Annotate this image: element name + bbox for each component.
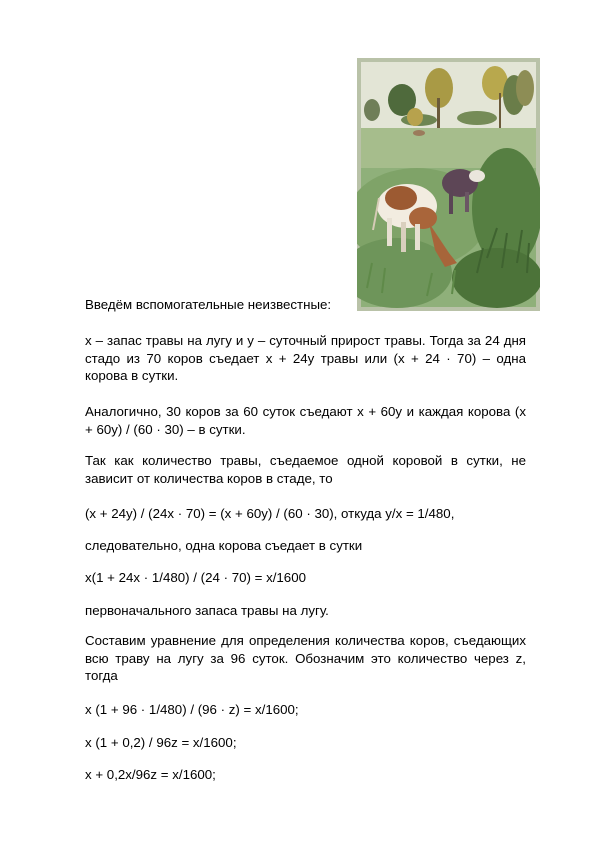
initial-supply-text: первоначального запаса травы на лугу.	[85, 603, 329, 618]
equation-step-1: x (1 + 96 · 1/480) / (96 · z) = x/1600;	[85, 702, 299, 717]
consequence-text: следовательно, одна корова съедает в сутки	[85, 538, 363, 553]
setup-equation-paragraph: Составим уравнение для определения количества коров, съедающих всю траву на лугу за 96 суток. Обозначим это количество через z, тогда	[85, 633, 526, 684]
daily-consumption-equation: x(1 + 24x · 1/480) / (24 · 70) = x/1600	[85, 570, 306, 585]
intro-text: Введём вспомогательные неизвестные:	[85, 297, 332, 312]
equation-step-2: x (1 + 0,2) / 96z = x/1600;	[85, 735, 237, 750]
painting-image	[357, 58, 540, 311]
grass-amount-paragraph: Так как количество травы, съедаемое одной коровой в сутки, не зависит от количества коров в стаде, то	[85, 453, 526, 486]
cows-grazing-illustration	[357, 58, 540, 311]
variables-paragraph: x – запас травы на лугу и y – суточный прирост травы. Тогда за 24 дня стадо из 70 коров съедает x + 24y травы или (x + 24 · 70) – одна корова в сутки.	[85, 333, 526, 384]
equation-step-3: x + 0,2x/96z = x/1600;	[85, 767, 216, 782]
analogy-paragraph: Аналогично, 30 коров за 60 суток съедают x + 60y и каждая корова (x + 60y) / (60 · 30) – в сутки.	[85, 404, 526, 437]
equation-ratio: (x + 24y) / (24x · 70) = (x + 60y) / (60 · 30), откуда y/x = 1/480,	[85, 506, 455, 521]
